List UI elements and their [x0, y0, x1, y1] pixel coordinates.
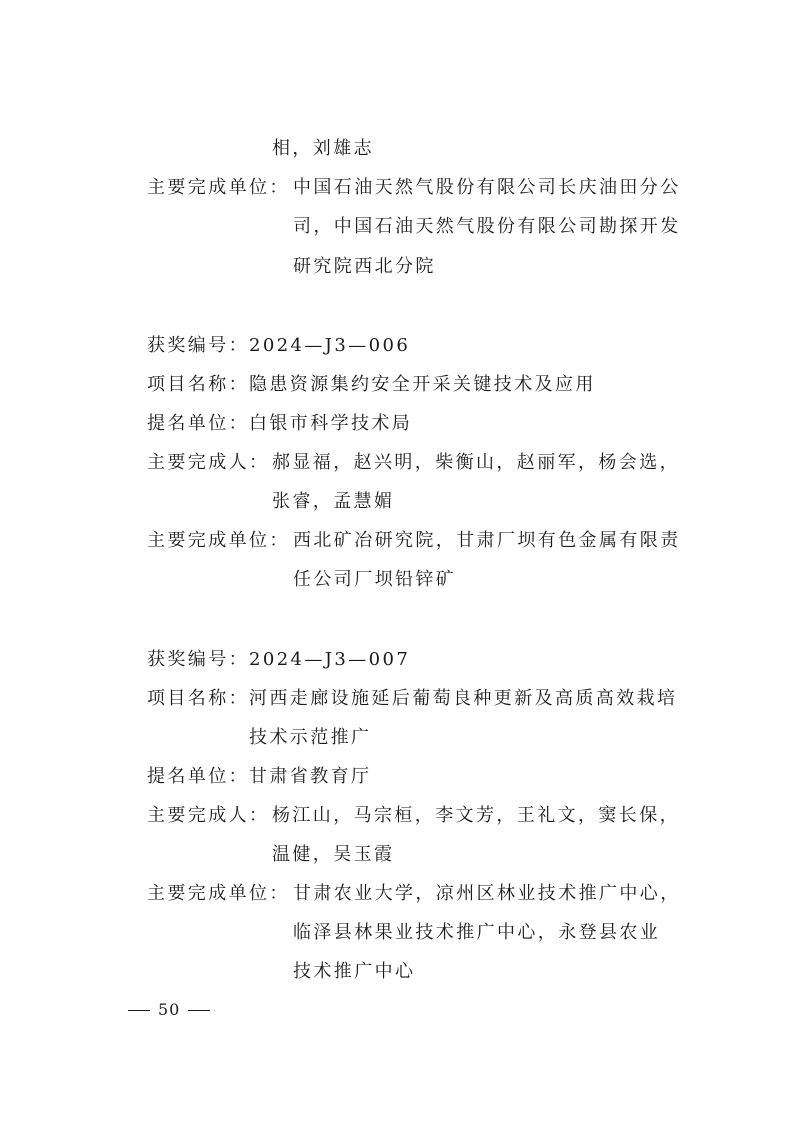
persons-label: 主要完成人： [147, 452, 270, 473]
prev-units-line: 司，中国石油天然气股份有限公司勘探开发 [293, 216, 681, 237]
project-name: 隐患资源集约安全开采关键技术及应用 [249, 374, 596, 395]
award-number: 2024—J3—006 [249, 335, 411, 356]
prev-persons-tail: 相，刘雄志 [272, 138, 374, 159]
units-line: 临泽县林果业技术推广中心，永登县农业 [293, 922, 661, 943]
units-line: 任公司厂坝铅锌矿 [293, 569, 457, 590]
award-number-label: 获奖编号： [147, 335, 249, 356]
prev-units-line: 中国石油天然气股份有限公司长庆油田分公 [293, 177, 681, 198]
award-number: 2024—J3—007 [249, 649, 411, 670]
persons-line: 杨江山，马宗桓，李文芳，王礼文，窦长保， [272, 805, 680, 826]
units-label: 主要完成单位： [147, 530, 290, 551]
units-line: 甘肃农业大学，凉州区林业技术推广中心， [293, 883, 681, 904]
project-name: 河西走廊设施延后葡萄良种更新及高质高效栽培 [249, 688, 678, 709]
persons-line: 张睿，孟慧媚 [272, 491, 395, 512]
nominator: 白银市科学技术局 [249, 413, 413, 434]
persons-line: 温健，吴玉霞 [272, 844, 395, 865]
prev-units-line: 研究院西北分院 [293, 256, 436, 277]
page-number: 50 [158, 1000, 181, 1019]
persons-line: 郝显福，赵兴明，柴衡山，赵丽军，杨会选， [272, 452, 680, 473]
nominator-label: 提名单位： [147, 766, 249, 787]
page-footer [120, 998, 218, 1022]
units-line: 技术推广中心 [293, 961, 416, 982]
footer-dash-right [188, 1010, 210, 1011]
nominator: 甘肃省教育厅 [249, 766, 372, 787]
project-name: 技术示范推广 [249, 727, 372, 748]
project-name-label: 项目名称： [147, 688, 249, 709]
nominator-label: 提名单位： [147, 413, 249, 434]
units-label: 主要完成单位： [147, 883, 290, 904]
prev-units-label: 主要完成单位： [147, 177, 290, 198]
persons-label: 主要完成人： [147, 805, 270, 826]
project-name-label: 项目名称： [147, 374, 249, 395]
award-number-label: 获奖编号： [147, 649, 249, 670]
footer-dash-left [128, 1010, 150, 1011]
units-line: 西北矿冶研究院，甘肃厂坝有色金属有限责 [293, 530, 681, 551]
